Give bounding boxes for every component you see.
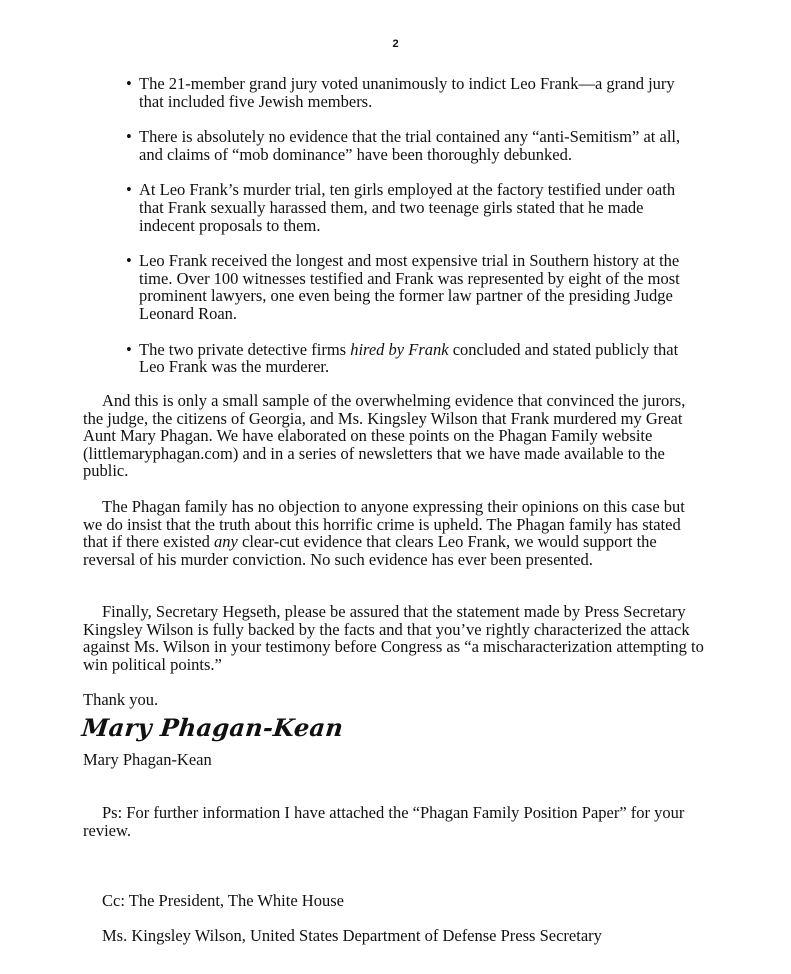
bullet-testimony <box>126 181 698 234</box>
paragraph-objection-emphasis: any <box>214 532 238 552</box>
bullet-text: Leo Frank received the longest and most expensive trial in Southern history at the time. Over 100 witnesses testified and Frank was represented by eight of the most prominent lawyers, one even being the former law partner of the presiding Judge Leonard Roan. <box>139 251 680 323</box>
bullet-detectives <box>126 341 698 376</box>
page-number: 2 <box>392 38 399 50</box>
paragraph-objection-start: The Phagan family has no objection to anyone expressing their opinions on this case but we do insist that the truth about this horrific crime is upheld. The Phagan family has stated that if there existed <box>83 497 685 552</box>
cc-president: Cc: The President, The White House <box>102 891 344 910</box>
bullet-dot-icon: • <box>126 74 132 93</box>
paragraph-objection <box>83 498 708 568</box>
cc-press-secretary: Ms. Kingsley Wilson, United States Department of Defense Press Secretary <box>102 926 602 945</box>
bullet-anti-semitism <box>126 128 698 163</box>
bullet-dot-icon: • <box>126 180 132 200</box>
bullet-text-emphasis: hired by Frank <box>350 339 449 359</box>
bullet-dot-icon: • <box>126 127 132 147</box>
handwritten-signature: Mary Phagan-Kean <box>80 713 345 742</box>
bullet-dot-icon: • <box>126 251 132 271</box>
bullet-list <box>126 75 698 394</box>
bullet-dot-icon: • <box>126 339 132 359</box>
bullet-text: There is absolutely no evidence that the trial contained any “anti-Semitism” at all, and claims of “mob dominance” have been thoroughly debunked. <box>139 127 681 164</box>
closing-thanks: Thank you. <box>83 690 159 709</box>
bullet-text-start: The two private detective firms <box>139 339 351 359</box>
bullet-text-end: concluded and stated publicly that Leo Frank was the murderer. <box>139 339 679 377</box>
bullet-text: At Leo Frank’s murder trial, ten girls employed at the factory testified under oath that Frank sexually harassed them, and two teenage girls stated that he made indecent proposals to them. <box>139 180 676 235</box>
paragraph-objection-end: clear-cut evidence that clears Leo Frank, we would support the reversal of his murder conviction. No such evidence has ever been presented. <box>83 532 657 569</box>
paragraph-finally: Finally, Secretary Hegseth, please be assured that the statement made by Press Secretary Kingsley Wilson is fully backed by the facts and that you’ve rightly characterized the attack against Ms. Wilson in your testimony before Congress as “a mischaracterization attempting to win political points.” <box>83 602 704 674</box>
printed-name: Mary Phagan-Kean <box>83 750 212 769</box>
bullet-grand-jury <box>126 75 698 110</box>
paragraph-sample: And this is only a small sample of the overwhelming evidence that convinced the jurors, the judge, the citizens of Georgia, and Ms. Kingsley Wilson that Frank murdered my Great Aunt Mary Phagan. We have elaborated on these points on the Phagan Family website (littlemaryphagan.com) and in a series of newsletters that we have made available to the public. <box>83 391 686 481</box>
bullet-text: The 21-member grand jury voted unanimously to indict Leo Frank—a grand jury that included five Jewish members. <box>139 74 675 111</box>
postscript: Ps: For further information I have attached the “Phagan Family Position Paper” for your review. <box>83 803 685 840</box>
bullet-trial-length <box>126 252 698 322</box>
